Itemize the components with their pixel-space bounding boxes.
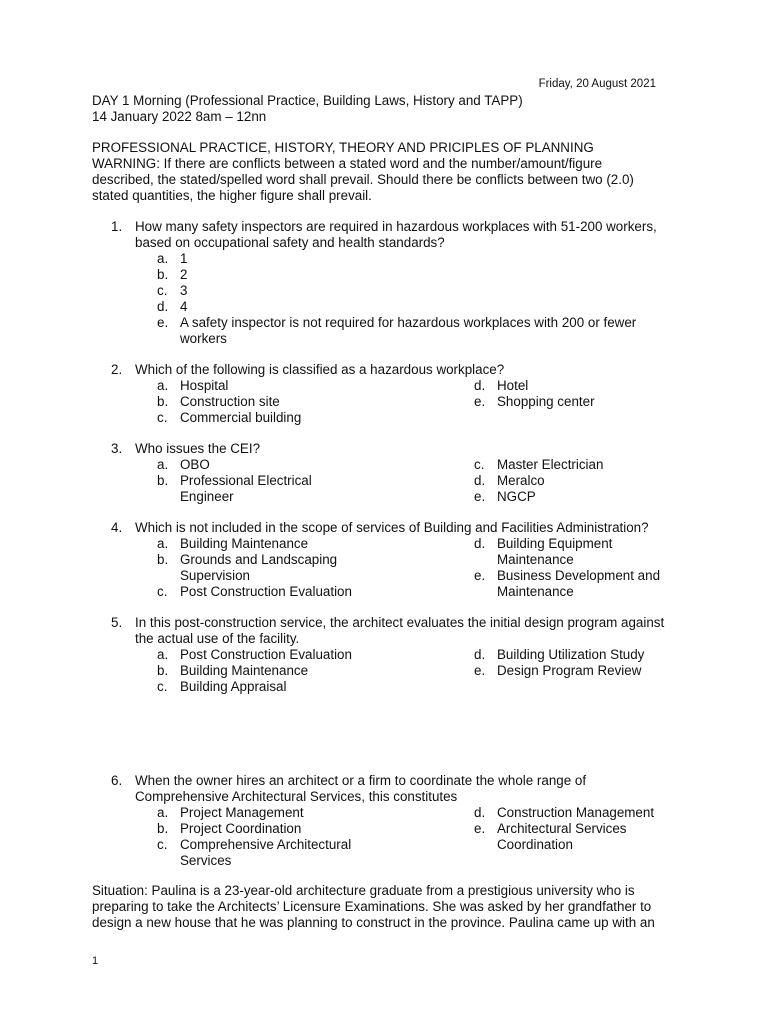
option-c-cont: Services	[180, 853, 232, 868]
question-2	[92, 362, 682, 378]
option-row: c. Post Construction Evaluation Maintenance	[157, 584, 574, 599]
question-text: Which of the following is classified as a hazardous workplace?	[135, 362, 505, 377]
option-row: a. Building Maintenance d. Building Equipment	[157, 536, 613, 551]
option-e-cont: Maintenance	[497, 584, 574, 599]
warning-line-2: described, the stated/spelled word shall prevail. Should there be conflicts between two (2.0)	[92, 172, 634, 187]
option-row: b. Project Coordination e. Architectural Services	[157, 821, 627, 836]
option-a: Hospital	[180, 378, 229, 393]
day-title: DAY 1 Morning (Professional Practice, Building Laws, History and TAPP)	[92, 93, 523, 108]
option-d-cont: Maintenance	[497, 552, 574, 567]
warning-line-1: WARNING: If there are conflicts between a stated word and the number/amount/figure	[92, 156, 603, 171]
question-1	[92, 219, 682, 251]
option-a: Building Maintenance	[180, 536, 309, 551]
option-row: a. OBO c. Master Electrician	[157, 457, 604, 472]
situation-line-3: design a new house that he was planning to construct in the province. Paulina came up with an	[92, 915, 655, 930]
option-b: Professional Electrical	[180, 473, 312, 488]
option-row: a. Post Construction Evaluation d. Building Utilization Study	[157, 647, 645, 662]
situation-line-1: Situation: Paulina is a 23-year-old architecture graduate from a prestigious university who is	[92, 883, 635, 898]
option-a: OBO	[180, 457, 210, 472]
option-row: c. Comprehensive Architectural Coordination	[157, 837, 573, 852]
question-text: Comprehensive Architectural Services, this constitutes	[135, 789, 458, 804]
option-c: Building Appraisal	[180, 679, 287, 694]
option-e: e. A safety inspector is not required for hazardous workplaces with 200 or fewer	[157, 315, 637, 330]
option-row: a. Hospital d. Hotel	[157, 378, 529, 393]
option-d: Construction Management	[497, 805, 655, 820]
warning-line-3: stated quantities, the higher figure shall prevail.	[92, 188, 372, 203]
option-e-cont: workers	[180, 331, 227, 346]
option-e: NGCP	[497, 489, 536, 504]
option-row: Engineer e. NGCP	[180, 489, 536, 504]
option-c: Comprehensive Architectural	[180, 837, 352, 852]
option-row: b. Professional Electrical d. Meralco	[157, 473, 545, 488]
question-number: 4.	[111, 520, 123, 535]
option-b: Grounds and Landscaping	[180, 552, 338, 567]
question-4	[92, 520, 682, 536]
question-number: 1.	[111, 219, 123, 234]
option-e: Architectural Services	[497, 821, 627, 836]
question-text: In this post-construction service, the architect evaluates the initial design program against	[135, 615, 665, 630]
option-b: Building Maintenance	[180, 663, 309, 678]
option-a: Post Construction Evaluation	[180, 647, 352, 662]
question-5	[92, 615, 682, 647]
option-row: a. Project Management d. Construction Management	[157, 805, 655, 820]
question-6	[92, 773, 682, 805]
option-b: Project Coordination	[180, 821, 302, 836]
question-number: 3.	[111, 441, 123, 456]
option-row: b. Building Maintenance e. Design Program Review	[157, 663, 642, 678]
option-c: Post Construction Evaluation	[180, 584, 352, 599]
option-a: Project Management	[180, 805, 304, 820]
question-text: Who issues the CEI?	[135, 441, 261, 456]
question-text: How many safety inspectors are required in hazardous workplaces with 51-200 workers,	[135, 219, 657, 234]
question-number: 2.	[111, 362, 123, 377]
option-d: Building Utilization Study	[497, 647, 645, 662]
option-d: Hotel	[497, 378, 529, 393]
question-text: the actual use of the facility.	[135, 631, 300, 646]
option-b-cont: Engineer	[180, 489, 234, 504]
option-d: d. 4	[157, 299, 188, 314]
option-row: c. Commercial building	[157, 410, 302, 425]
question-text: based on occupational safety and health standards?	[135, 235, 445, 250]
option-row: c. Building Appraisal	[157, 679, 287, 694]
option-row: b. Construction site e. Shopping center	[157, 394, 595, 409]
option-b: b. 2	[157, 267, 188, 282]
option-c: Master Electrician	[497, 457, 604, 472]
option-e: Business Development and	[497, 568, 661, 583]
question-number: 5.	[111, 615, 123, 630]
question-3	[92, 441, 682, 457]
option-e: Design Program Review	[497, 663, 642, 678]
question-text: Which is not included in the scope of services of Building and Facilities Administration?	[135, 520, 649, 535]
section-title: PROFESSIONAL PRACTICE, HISTORY, THEORY AND PRICIPLES OF PLANNING	[92, 140, 594, 155]
option-a: a. 1	[157, 251, 188, 266]
day-time: 14 January 2022 8am – 12nn	[92, 109, 267, 124]
situation-line-2: preparing to take the Architects’ Licensure Examinations. She was asked by her grandfather to	[92, 899, 652, 914]
header-date: Friday, 20 August 2021	[538, 78, 656, 90]
document-body	[92, 93, 682, 931]
option-d: Building Equipment	[497, 536, 613, 551]
option-row: b. Grounds and Landscaping Maintenance	[157, 552, 574, 567]
option-c: c. 3	[157, 283, 188, 298]
option-b-cont: Supervision	[180, 568, 250, 583]
option-d: Meralco	[497, 473, 545, 488]
option-e-cont: Coordination	[497, 837, 573, 852]
option-row	[92, 853, 682, 869]
option-b: Construction site	[180, 394, 280, 409]
page-number: 1	[92, 955, 99, 967]
option-e: Shopping center	[497, 394, 595, 409]
question-text: When the owner hires an architect or a firm to coordinate the whole range of	[135, 773, 587, 788]
question-number: 6.	[111, 773, 123, 788]
option-c: Commercial building	[180, 410, 302, 425]
option-row: Supervision e. Business Development and	[180, 568, 661, 583]
